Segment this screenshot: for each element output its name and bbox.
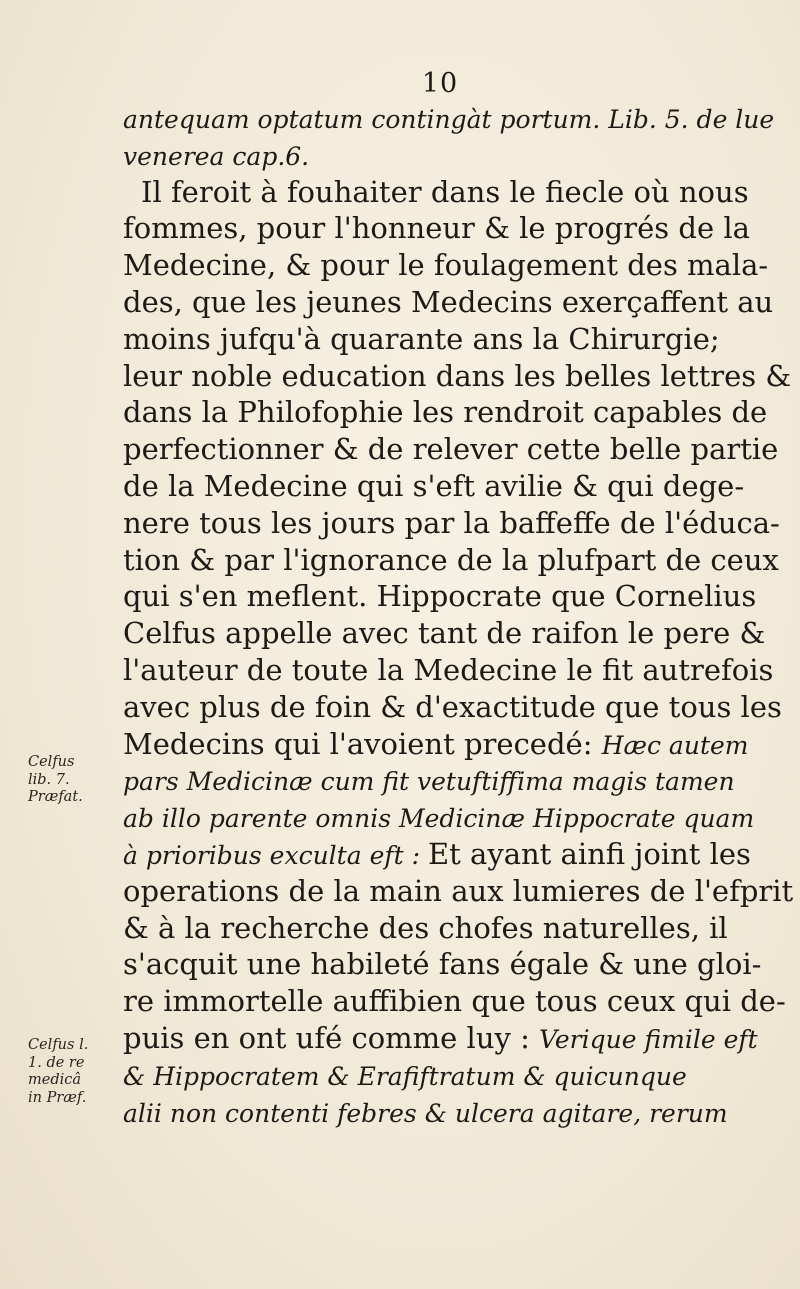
body-text (123, 100, 793, 1130)
text-line: & à la recherche des chofes naturelles, il (123, 910, 728, 945)
text-line: Medecins qui l'avoient precedé: Hæc autem (123, 726, 749, 761)
text-line: Celfus appelle avec tant de raifon le pere & (123, 616, 766, 651)
text-line: s'acquit une habileté fans égale & une gloi- (123, 947, 762, 982)
text-line: nere tous les jours par la baffeffe de l'éduca- (123, 505, 780, 540)
text-line: tion & par l'ignorance de la plufpart de ceux (123, 542, 779, 577)
text-line: ab illo parente omnis Medicinæ Hippocrate quam (123, 804, 755, 834)
text-line: des, que les jeunes Medecins exerçaffent au (123, 284, 774, 319)
text-line: Medecine, & pour le foulagement des mala- (123, 248, 769, 283)
text-line: Il feroit à fouhaiter dans le fiecle où nous (141, 174, 749, 209)
text-line: & Hippocratem & Erafiftratum & quicunque (123, 1061, 687, 1091)
text-line: qui s'en meflent. Hippocrate que Cornelius (123, 579, 757, 614)
text-line: fommes, pour l'honneur & le progrés de la (123, 211, 750, 246)
margin-note-celsus-lib7: Celfus lib. 7. Præfat. (28, 754, 83, 805)
text-line: avec plus de foin & d'exactitude que tous les (123, 689, 782, 724)
text-line: perfectionner & de relever cette belle partie (123, 432, 779, 467)
text-line: moins jufqu'à quarante ans la Chirurgie; (123, 321, 720, 356)
text-line: puis en ont ufé comme luy : Verique fimile eft (123, 1020, 758, 1055)
text-line: alii non contenti febres & ulcera agitare, rerum (123, 1098, 728, 1128)
text-line: de la Medecine qui s'eft avilie & qui dege- (123, 468, 745, 503)
text-line: pars Medicinæ cum fit vetuftiffima magis tamen (123, 767, 735, 797)
text-line: dans la Philofophie les rendroit capables de (123, 395, 768, 430)
page-number: 10 (421, 68, 459, 99)
text-line: l'auteur de toute la Medecine le fit autrefois (123, 652, 774, 687)
text-line: leur noble education dans les belles lettres & (123, 358, 792, 393)
text-line: antequam optatum contingàt portum. Lib. 5. de lue (123, 105, 775, 134)
text-line: operations de la main aux lumieres de l'efprit (123, 873, 793, 908)
text-line: re immortelle auffibien que tous ceux qui de- (123, 984, 786, 1019)
text-line: à prioribus exculta eft : Et ayant ainfi joint les (123, 836, 751, 871)
text-line: venerea cap.6. (123, 141, 310, 171)
margin-note-celsus-lib1: Celfus l. 1. de re medicâ in Præf. (28, 1037, 89, 1106)
